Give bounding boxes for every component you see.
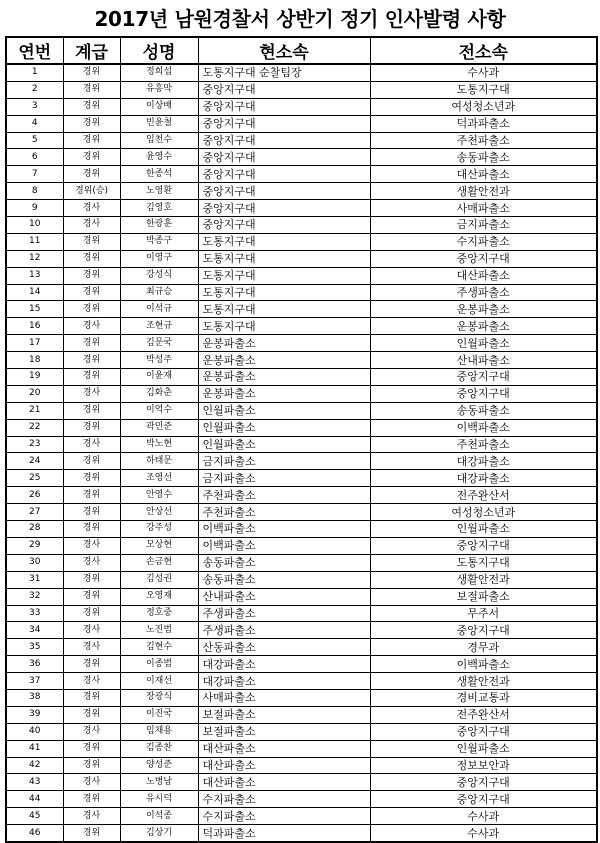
cell-number: 39 xyxy=(6,706,63,723)
cell-previous-unit: 중앙지구대 xyxy=(370,723,597,740)
cell-name: 강주성 xyxy=(120,521,198,538)
cell-previous-unit: 경무과 xyxy=(370,639,597,656)
cell-current-unit: 대산파출소 xyxy=(198,757,370,774)
cell-current-unit: 대산파출소 xyxy=(198,740,370,757)
cell-previous-unit: 중앙지구대 xyxy=(370,537,597,554)
cell-name: 김문국 xyxy=(120,335,198,352)
cell-name: 노진범 xyxy=(120,622,198,639)
cell-rank: 경위 xyxy=(63,791,120,808)
cell-current-unit: 중앙지구대 xyxy=(198,149,370,166)
cell-name: 장광식 xyxy=(120,689,198,706)
cell-rank: 경사 xyxy=(63,673,120,690)
cell-current-unit: 금지파출소 xyxy=(198,470,370,487)
cell-current-unit: 대강파출소 xyxy=(198,673,370,690)
cell-number: 33 xyxy=(6,605,63,622)
cell-rank: 경사 xyxy=(63,436,120,453)
table-row xyxy=(6,217,597,234)
cell-name: 손금현 xyxy=(120,554,198,571)
cell-rank: 경사 xyxy=(63,808,120,825)
cell-rank: 경위 xyxy=(63,605,120,622)
cell-current-unit: 중앙지구대 xyxy=(198,115,370,132)
cell-current-unit: 운봉파출소 xyxy=(198,385,370,402)
table-row xyxy=(6,487,597,504)
table-row xyxy=(6,436,597,453)
table-row xyxy=(6,419,597,436)
cell-name: 임채용 xyxy=(120,723,198,740)
cell-previous-unit: 중앙지구대 xyxy=(370,774,597,791)
cell-name: 이석종 xyxy=(120,808,198,825)
cell-current-unit: 중앙지구대 xyxy=(198,166,370,183)
table-row xyxy=(6,352,597,369)
cell-rank: 경위 xyxy=(63,706,120,723)
cell-name: 김종찬 xyxy=(120,740,198,757)
column-header-previous-unit: 전소속 xyxy=(370,37,597,64)
cell-current-unit: 주생파출소 xyxy=(198,622,370,639)
cell-rank: 경위 xyxy=(63,571,120,588)
cell-rank: 경위 xyxy=(63,504,120,521)
cell-rank: 경위 xyxy=(63,825,120,842)
cell-previous-unit: 인월파출소 xyxy=(370,521,597,538)
cell-rank: 경위 xyxy=(63,757,120,774)
cell-current-unit: 도통지구대 xyxy=(198,233,370,250)
cell-name: 유흥막 xyxy=(120,81,198,98)
cell-previous-unit: 수사과 xyxy=(370,64,597,81)
table-row xyxy=(6,149,597,166)
table-row xyxy=(6,537,597,554)
table-row xyxy=(6,571,597,588)
cell-number: 42 xyxy=(6,757,63,774)
cell-rank: 경위 xyxy=(63,132,120,149)
cell-rank: 경위 xyxy=(63,301,120,318)
cell-current-unit: 이백파출소 xyxy=(198,521,370,538)
personnel-table xyxy=(5,36,598,843)
cell-current-unit: 중앙지구대 xyxy=(198,98,370,115)
cell-name: 하태문 xyxy=(120,453,198,470)
table-row xyxy=(6,588,597,605)
cell-name: 이재선 xyxy=(120,673,198,690)
cell-previous-unit: 생활안전과 xyxy=(370,673,597,690)
cell-rank: 경위 xyxy=(63,740,120,757)
cell-rank: 경위 xyxy=(63,149,120,166)
cell-previous-unit: 이백파출소 xyxy=(370,419,597,436)
cell-number: 2 xyxy=(6,81,63,98)
cell-number: 6 xyxy=(6,149,63,166)
cell-number: 3 xyxy=(6,98,63,115)
table-header-row xyxy=(6,37,597,64)
cell-previous-unit: 금지파출소 xyxy=(370,217,597,234)
cell-previous-unit: 운봉파출소 xyxy=(370,301,597,318)
cell-rank: 경위 xyxy=(63,64,120,81)
cell-rank: 경사 xyxy=(63,622,120,639)
cell-previous-unit: 여성청소년과 xyxy=(370,98,597,115)
cell-name: 한광훈 xyxy=(120,217,198,234)
cell-previous-unit: 대산파출소 xyxy=(370,267,597,284)
cell-previous-unit: 대강파출소 xyxy=(370,470,597,487)
cell-rank: 경위 xyxy=(63,166,120,183)
table-row xyxy=(6,673,597,690)
cell-current-unit: 중앙지구대 xyxy=(198,81,370,98)
cell-rank: 경사 xyxy=(63,217,120,234)
cell-name: 모상현 xyxy=(120,537,198,554)
cell-previous-unit: 여성청소년과 xyxy=(370,504,597,521)
cell-rank: 경위 xyxy=(63,115,120,132)
cell-current-unit: 도통지구대 xyxy=(198,301,370,318)
cell-name: 조현규 xyxy=(120,318,198,335)
table-row xyxy=(6,791,597,808)
cell-number: 11 xyxy=(6,233,63,250)
cell-previous-unit: 수지파출소 xyxy=(370,233,597,250)
cell-number: 4 xyxy=(6,115,63,132)
table-row xyxy=(6,605,597,622)
cell-current-unit: 주천파출소 xyxy=(198,504,370,521)
cell-name: 노영환 xyxy=(120,183,198,200)
cell-rank: 경사 xyxy=(63,723,120,740)
cell-number: 12 xyxy=(6,250,63,267)
cell-rank: 경위 xyxy=(63,521,120,538)
cell-previous-unit: 생활안전과 xyxy=(370,183,597,200)
cell-current-unit: 중앙지구대 xyxy=(198,217,370,234)
cell-current-unit: 도통지구대 xyxy=(198,250,370,267)
table-row xyxy=(6,318,597,335)
table-body xyxy=(6,64,597,842)
cell-current-unit: 도통지구대 xyxy=(198,267,370,284)
cell-previous-unit: 인월파출소 xyxy=(370,740,597,757)
cell-current-unit: 인월파출소 xyxy=(198,419,370,436)
cell-previous-unit: 보절파출소 xyxy=(370,588,597,605)
cell-current-unit: 주천파출소 xyxy=(198,487,370,504)
cell-rank: 경위 xyxy=(63,369,120,386)
cell-current-unit: 운봉파출소 xyxy=(198,369,370,386)
table-row xyxy=(6,200,597,217)
cell-number: 44 xyxy=(6,791,63,808)
cell-previous-unit: 사매파출소 xyxy=(370,200,597,217)
cell-number: 46 xyxy=(6,825,63,842)
cell-number: 23 xyxy=(6,436,63,453)
cell-name: 빈윤철 xyxy=(120,115,198,132)
column-header-rank: 계급 xyxy=(63,37,120,64)
cell-current-unit: 덕과파출소 xyxy=(198,825,370,842)
cell-number: 29 xyxy=(6,537,63,554)
cell-rank: 경사 xyxy=(63,639,120,656)
cell-name: 이영구 xyxy=(120,250,198,267)
cell-name: 김상기 xyxy=(120,825,198,842)
cell-number: 5 xyxy=(6,132,63,149)
cell-rank: 경위 xyxy=(63,487,120,504)
table-row xyxy=(6,757,597,774)
cell-name: 김성권 xyxy=(120,571,198,588)
cell-current-unit: 사매파출소 xyxy=(198,689,370,706)
cell-name: 정호중 xyxy=(120,605,198,622)
table-row xyxy=(6,267,597,284)
cell-current-unit: 송동파출소 xyxy=(198,554,370,571)
cell-name: 정희섭 xyxy=(120,64,198,81)
cell-current-unit: 수지파출소 xyxy=(198,791,370,808)
column-header-name: 성명 xyxy=(120,37,198,64)
cell-current-unit: 대강파출소 xyxy=(198,656,370,673)
table-row xyxy=(6,301,597,318)
cell-previous-unit: 산내파출소 xyxy=(370,352,597,369)
cell-current-unit: 수지파출소 xyxy=(198,808,370,825)
table-row xyxy=(6,250,597,267)
cell-name: 곽민준 xyxy=(120,419,198,436)
cell-name: 안영수 xyxy=(120,487,198,504)
table-row xyxy=(6,723,597,740)
cell-current-unit: 대산파출소 xyxy=(198,774,370,791)
cell-rank: 경위 xyxy=(63,419,120,436)
cell-previous-unit: 도통지구대 xyxy=(370,554,597,571)
cell-previous-unit: 전주완산서 xyxy=(370,706,597,723)
cell-current-unit: 금지파출소 xyxy=(198,453,370,470)
cell-previous-unit: 송동파출소 xyxy=(370,149,597,166)
cell-rank: 경위 xyxy=(63,81,120,98)
cell-number: 37 xyxy=(6,673,63,690)
cell-name: 이윤재 xyxy=(120,369,198,386)
cell-number: 43 xyxy=(6,774,63,791)
table-row xyxy=(6,335,597,352)
cell-number: 14 xyxy=(6,284,63,301)
table-row xyxy=(6,369,597,386)
cell-name: 박종구 xyxy=(120,233,198,250)
cell-rank: 경위 xyxy=(63,689,120,706)
cell-number: 13 xyxy=(6,267,63,284)
cell-name: 김현수 xyxy=(120,639,198,656)
cell-current-unit: 이백파출소 xyxy=(198,537,370,554)
cell-current-unit: 송동파출소 xyxy=(198,571,370,588)
cell-rank: 경위(승) xyxy=(63,183,120,200)
table-row xyxy=(6,183,597,200)
cell-current-unit: 인월파출소 xyxy=(198,436,370,453)
cell-previous-unit: 수사과 xyxy=(370,808,597,825)
cell-name: 양성준 xyxy=(120,757,198,774)
table-row xyxy=(6,774,597,791)
cell-number: 35 xyxy=(6,639,63,656)
cell-current-unit: 중앙지구대 xyxy=(198,200,370,217)
cell-name: 이억수 xyxy=(120,402,198,419)
cell-current-unit: 인월파출소 xyxy=(198,402,370,419)
cell-name: 조영선 xyxy=(120,470,198,487)
cell-number: 9 xyxy=(6,200,63,217)
table-row xyxy=(6,656,597,673)
cell-name: 김영호 xyxy=(120,200,198,217)
cell-rank: 경사 xyxy=(63,537,120,554)
cell-previous-unit: 무주서 xyxy=(370,605,597,622)
cell-number: 28 xyxy=(6,521,63,538)
column-header-current-unit: 현소속 xyxy=(198,37,370,64)
cell-rank: 경위 xyxy=(63,284,120,301)
table-row xyxy=(6,402,597,419)
table-row xyxy=(6,166,597,183)
cell-number: 40 xyxy=(6,723,63,740)
cell-number: 21 xyxy=(6,402,63,419)
table-row xyxy=(6,132,597,149)
cell-number: 15 xyxy=(6,301,63,318)
cell-number: 1 xyxy=(6,64,63,81)
cell-number: 18 xyxy=(6,352,63,369)
cell-rank: 경위 xyxy=(63,453,120,470)
table-row xyxy=(6,453,597,470)
cell-name: 이상배 xyxy=(120,98,198,115)
cell-previous-unit: 이백파출소 xyxy=(370,656,597,673)
cell-number: 7 xyxy=(6,166,63,183)
cell-rank: 경위 xyxy=(63,470,120,487)
cell-current-unit: 도통지구대 xyxy=(198,318,370,335)
cell-rank: 경위 xyxy=(63,335,120,352)
cell-name: 임천수 xyxy=(120,132,198,149)
cell-current-unit: 운봉파출소 xyxy=(198,335,370,352)
table-row xyxy=(6,504,597,521)
cell-current-unit: 운봉파출소 xyxy=(198,352,370,369)
table-row xyxy=(6,98,597,115)
cell-rank: 경사 xyxy=(63,200,120,217)
cell-name: 박성주 xyxy=(120,352,198,369)
cell-rank: 경위 xyxy=(63,656,120,673)
cell-previous-unit: 경비교통과 xyxy=(370,689,597,706)
cell-rank: 경위 xyxy=(63,233,120,250)
table-row xyxy=(6,115,597,132)
cell-name: 강성식 xyxy=(120,267,198,284)
cell-previous-unit: 주천파출소 xyxy=(370,436,597,453)
cell-name: 한종석 xyxy=(120,166,198,183)
cell-number: 17 xyxy=(6,335,63,352)
table-row xyxy=(6,385,597,402)
cell-previous-unit: 정보보안과 xyxy=(370,757,597,774)
cell-name: 유시덕 xyxy=(120,791,198,808)
cell-current-unit: 중앙지구대 xyxy=(198,132,370,149)
cell-number: 22 xyxy=(6,419,63,436)
table-row xyxy=(6,521,597,538)
cell-number: 34 xyxy=(6,622,63,639)
cell-name: 안상선 xyxy=(120,504,198,521)
cell-rank: 경사 xyxy=(63,554,120,571)
cell-current-unit: 산동파출소 xyxy=(198,639,370,656)
cell-number: 25 xyxy=(6,470,63,487)
cell-rank: 경위 xyxy=(63,250,120,267)
column-header-number: 연번 xyxy=(6,37,63,64)
cell-number: 24 xyxy=(6,453,63,470)
cell-name: 박노현 xyxy=(120,436,198,453)
cell-previous-unit: 도통지구대 xyxy=(370,81,597,98)
cell-name: 이석규 xyxy=(120,301,198,318)
cell-name: 이진국 xyxy=(120,706,198,723)
cell-name: 윤영수 xyxy=(120,149,198,166)
cell-name: 최규승 xyxy=(120,284,198,301)
cell-previous-unit: 덕과파출소 xyxy=(370,115,597,132)
cell-previous-unit: 수사과 xyxy=(370,825,597,842)
cell-previous-unit: 중앙지구대 xyxy=(370,369,597,386)
cell-rank: 경사 xyxy=(63,774,120,791)
cell-number: 19 xyxy=(6,369,63,386)
cell-number: 26 xyxy=(6,487,63,504)
cell-previous-unit: 중앙지구대 xyxy=(370,622,597,639)
cell-previous-unit: 중앙지구대 xyxy=(370,385,597,402)
cell-current-unit: 보절파출소 xyxy=(198,706,370,723)
cell-number: 32 xyxy=(6,588,63,605)
cell-current-unit: 도통지구대 xyxy=(198,284,370,301)
cell-previous-unit: 중앙지구대 xyxy=(370,250,597,267)
cell-rank: 경위 xyxy=(63,267,120,284)
table-row xyxy=(6,689,597,706)
table-row xyxy=(6,81,597,98)
cell-current-unit: 중앙지구대 xyxy=(198,183,370,200)
table-row xyxy=(6,808,597,825)
table-row xyxy=(6,233,597,250)
table-row xyxy=(6,64,597,81)
cell-number: 27 xyxy=(6,504,63,521)
cell-current-unit: 주생파출소 xyxy=(198,605,370,622)
cell-previous-unit: 주천파출소 xyxy=(370,132,597,149)
cell-number: 36 xyxy=(6,656,63,673)
cell-number: 38 xyxy=(6,689,63,706)
table-row xyxy=(6,639,597,656)
cell-number: 45 xyxy=(6,808,63,825)
cell-name: 노병남 xyxy=(120,774,198,791)
cell-rank: 경사 xyxy=(63,385,120,402)
document-title: 2017년 남원경찰서 상반기 정기 인사발령 사항 xyxy=(94,7,506,31)
cell-number: 10 xyxy=(6,217,63,234)
cell-rank: 경위 xyxy=(63,352,120,369)
cell-previous-unit: 전주완산서 xyxy=(370,487,597,504)
table-row xyxy=(6,740,597,757)
cell-number: 30 xyxy=(6,554,63,571)
table-row xyxy=(6,470,597,487)
cell-number: 20 xyxy=(6,385,63,402)
cell-rank: 경사 xyxy=(63,318,120,335)
cell-number: 16 xyxy=(6,318,63,335)
cell-previous-unit: 인월파출소 xyxy=(370,335,597,352)
table-row xyxy=(6,622,597,639)
cell-previous-unit: 생활안전과 xyxy=(370,571,597,588)
cell-previous-unit: 중앙지구대 xyxy=(370,791,597,808)
cell-previous-unit: 송동파출소 xyxy=(370,402,597,419)
cell-rank: 경위 xyxy=(63,588,120,605)
cell-previous-unit: 주생파출소 xyxy=(370,284,597,301)
cell-rank: 경위 xyxy=(63,98,120,115)
cell-number: 31 xyxy=(6,571,63,588)
cell-name: 오영재 xyxy=(120,588,198,605)
cell-previous-unit: 대산파출소 xyxy=(370,166,597,183)
cell-number: 41 xyxy=(6,740,63,757)
table-row xyxy=(6,284,597,301)
table-row xyxy=(6,825,597,842)
cell-previous-unit: 운봉파출소 xyxy=(370,318,597,335)
cell-current-unit: 보절파출소 xyxy=(198,723,370,740)
cell-number: 8 xyxy=(6,183,63,200)
cell-name: 김화춘 xyxy=(120,385,198,402)
table-row xyxy=(6,706,597,723)
cell-current-unit: 산내파출소 xyxy=(198,588,370,605)
cell-rank: 경위 xyxy=(63,402,120,419)
cell-current-unit: 도통지구대 순찰팀장 xyxy=(198,64,370,81)
cell-name: 이종범 xyxy=(120,656,198,673)
cell-previous-unit: 대강파출소 xyxy=(370,453,597,470)
table-row xyxy=(6,554,597,571)
